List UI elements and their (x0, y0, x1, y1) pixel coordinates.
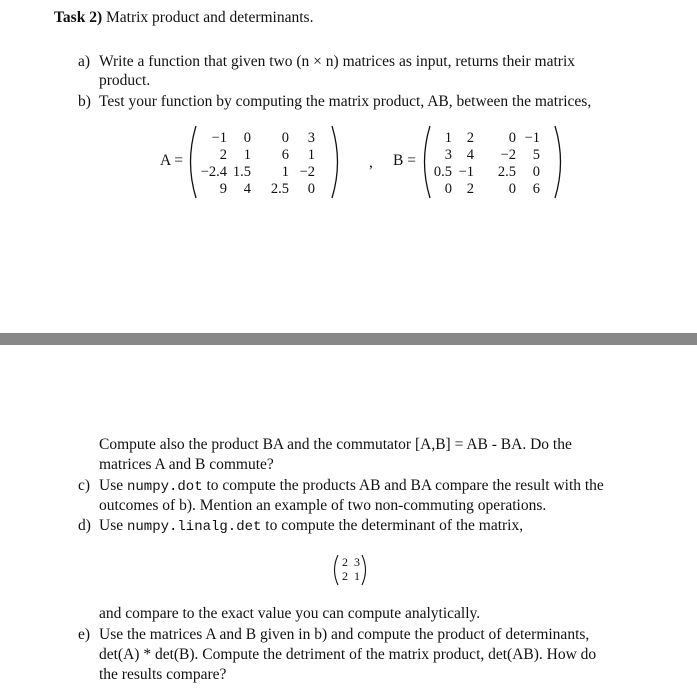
matrix-a (193, 130, 315, 198)
matrix-b-cell: 2.5 (497, 164, 516, 180)
matrix-a-cell: 2 (219, 147, 227, 163)
item-d-line1: Use numpy.linalg.det to compute the determinant of the matrix, (99, 517, 524, 535)
matrix-b-cell: 5 (532, 147, 540, 163)
small-matrix-cell: 1 (354, 569, 360, 583)
item-a-line2: product. (99, 72, 151, 89)
matrix-a-cell: 0 (307, 181, 315, 197)
matrix-a-cell: 1 (243, 147, 251, 163)
item-b-cont-line1: Compute also the product BA and the commutator [A,B] = AB - BA. Do the (99, 436, 572, 453)
item-e-line1: Use the matrices A and B given in b) and compute the product of determinants, (99, 626, 590, 643)
matrix-b-cell: 1 (444, 130, 452, 146)
item-e-line2: det(A) * det(B). Compute the detriment of the matrix product, det(AB). How do (99, 646, 597, 663)
matrix-b (424, 130, 540, 198)
matrix-a-cell: 0 (281, 130, 289, 146)
matrix-a-cell: −2.4 (200, 164, 227, 180)
small-matrix-right-paren (360, 554, 370, 586)
item-d-after: and compare to the exact value you can compute analytically. (99, 605, 481, 622)
code-numpy-linalg-det: numpy.linalg.det (126, 519, 262, 535)
matrix-a-cell: 3 (307, 130, 315, 146)
matrix-b-cell: 0 (532, 164, 540, 180)
code-numpy-dot: numpy.dot (126, 479, 203, 495)
item-b-marker: b) (78, 93, 91, 110)
matrix-b-right-paren (553, 124, 567, 200)
item-a-line1: Write a function that given two (n × n) matrices as input, returns their matrix (99, 53, 575, 70)
matrix-a-label: A = (160, 152, 183, 169)
item-c-line2: outcomes of b). Mention an example of two non-commuting operations. (99, 497, 547, 514)
matrix-b-cell: 0 (444, 181, 452, 197)
matrix-b-cell: 4 (466, 147, 474, 163)
matrix-a-cell: 2.5 (270, 181, 289, 197)
small-matrix (336, 555, 360, 583)
matrix-b-cell: −2 (500, 147, 516, 163)
matrix-a-cell: −2 (299, 164, 315, 180)
matrix-a-cell: 1 (307, 147, 315, 163)
matrix-a-cell: 9 (219, 181, 227, 197)
task-title: Task 2) Matrix product and determinants. (54, 9, 314, 26)
small-matrix-cell: 2 (342, 555, 348, 569)
item-c-marker: c) (78, 477, 91, 494)
item-e-line3: the results compare? (99, 666, 227, 683)
matrix-a-cell: 1 (281, 164, 289, 180)
matrix-a-right-paren (330, 124, 344, 200)
item-d-marker: d) (78, 517, 91, 534)
matrix-b-cell: −1 (524, 130, 540, 146)
matrix-b-cell: 3 (444, 147, 452, 163)
item-c-line1: Use numpy.dot to compute the products AB and BA compare the result with the (99, 477, 604, 495)
matrix-b-cell: 0 (508, 130, 516, 146)
matrix-a-cell: 6 (281, 147, 289, 163)
matrix-a-cell: −1 (211, 130, 227, 146)
matrix-separator: , (369, 154, 373, 171)
page-divider (0, 333, 697, 345)
matrix-a-cell: 4 (243, 181, 251, 197)
matrix-a-cell: 1.5 (232, 164, 251, 180)
matrix-b-cell: 2 (466, 130, 474, 146)
item-a-marker: a) (78, 53, 91, 70)
matrix-b-cell: 6 (532, 181, 540, 197)
item-b-cont-line2: matrices A and B commute? (99, 456, 274, 473)
item-b-line1: Test your function by computing the matrix product, AB, between the matrices, (99, 93, 592, 110)
small-matrix-cell: 3 (354, 555, 360, 569)
matrix-b-label: B = (393, 152, 416, 169)
matrix-a-cell: 0 (243, 130, 251, 146)
item-e-marker: e) (78, 626, 91, 643)
matrix-b-cell: −1 (458, 164, 474, 180)
small-matrix-cell: 2 (342, 569, 348, 583)
matrix-b-cell: 0 (508, 181, 516, 197)
matrix-b-cell: 2 (466, 181, 474, 197)
matrix-b-cell: 0.5 (433, 164, 452, 180)
